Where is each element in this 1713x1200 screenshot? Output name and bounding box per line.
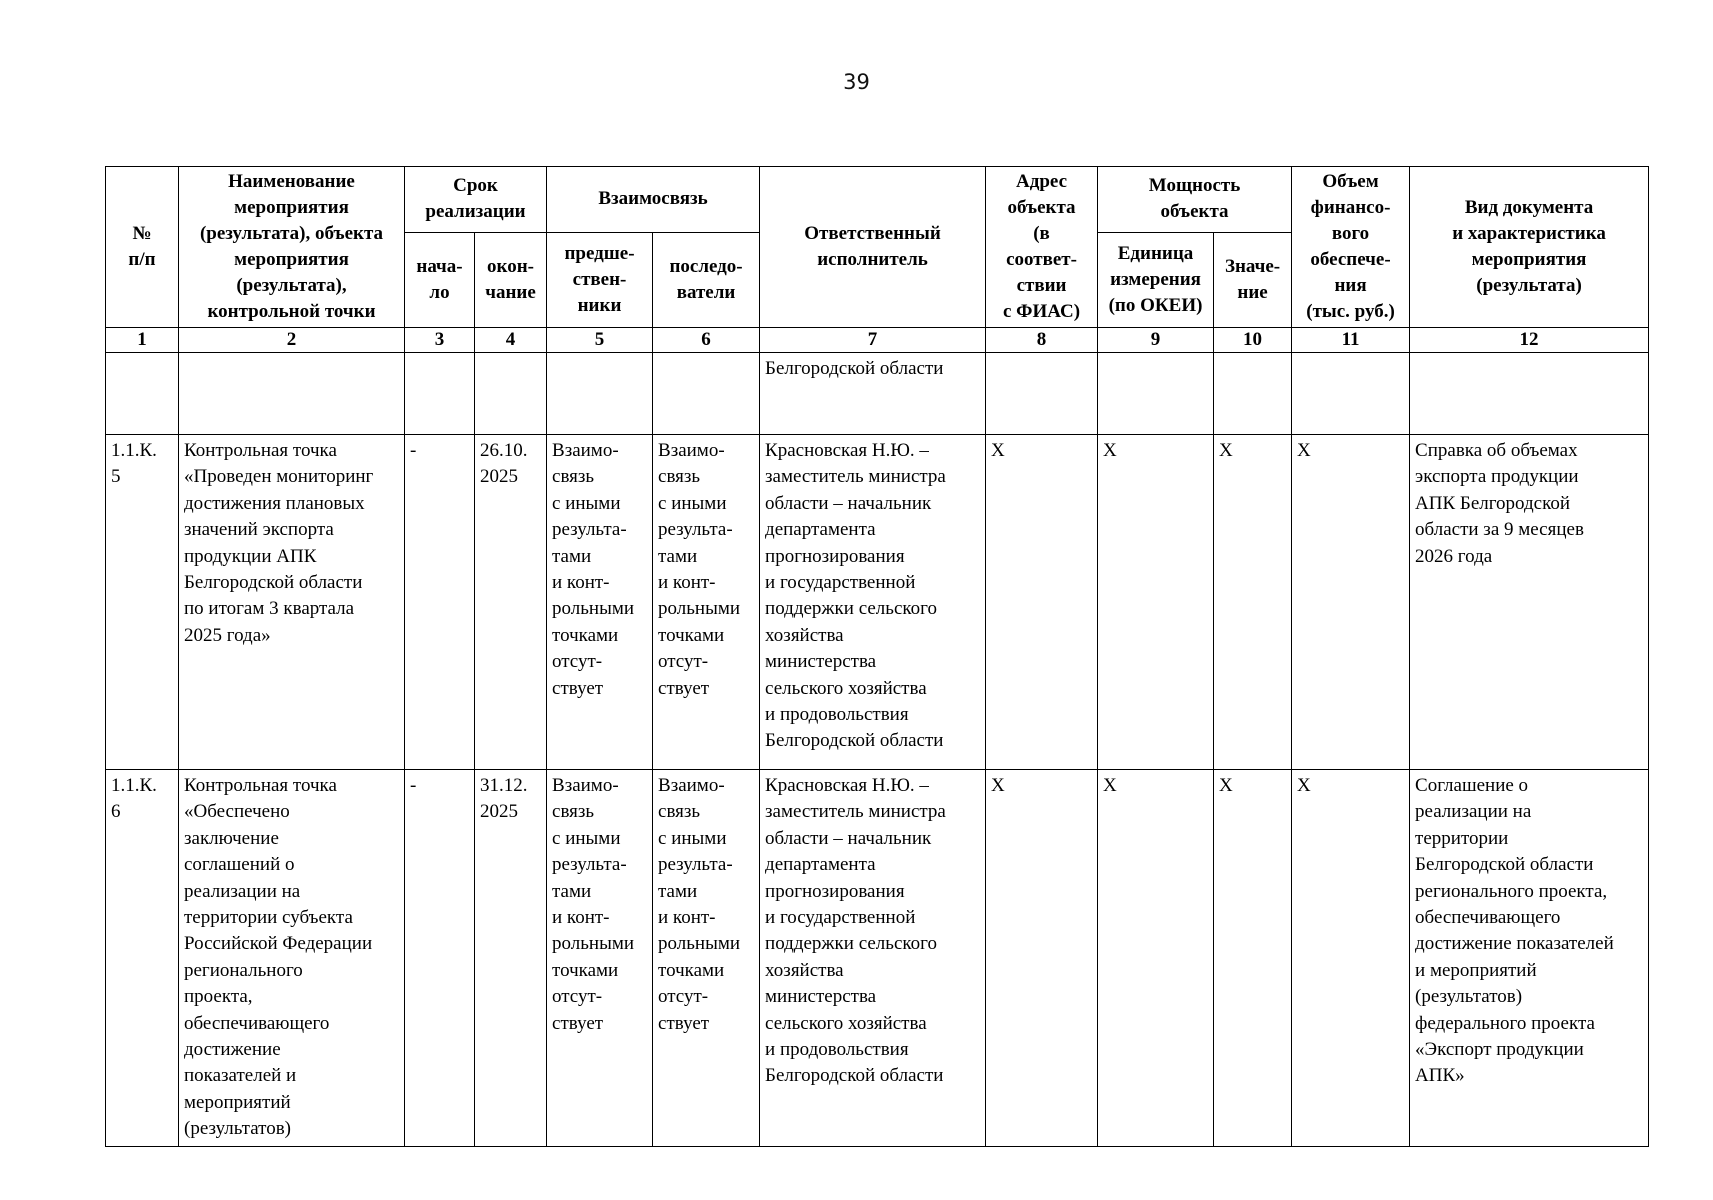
cell-unit: Х: [1098, 435, 1214, 770]
cell-predecessors: Взаимо- связь с иными результа- тами и конт- рольными точками отсут- ствует: [547, 770, 653, 1147]
cell-successors: Взаимо- связь с иными результа- тами и конт- рольными точками отсут- ствует: [653, 770, 760, 1147]
cell-document: [1410, 353, 1649, 435]
cell-name: [179, 353, 405, 435]
header-period: Срок реализации: [405, 167, 547, 233]
cell-name: Контрольная точка «Проведен мониторинг достижения плановых значений экспорта продукции АПК Белгородской области по итогам 3 квартала 2025 года»: [179, 435, 405, 770]
cell-predecessors: [547, 353, 653, 435]
cell-address: Х: [986, 435, 1098, 770]
header-successors: последо- ватели: [653, 232, 760, 327]
cell-unit: [1098, 353, 1214, 435]
column-number: 2: [179, 328, 405, 353]
table-row: [106, 353, 1649, 435]
column-number: 3: [405, 328, 475, 353]
cell-document: Справка об объемах экспорта продукции АПК Белгородской области за 9 месяцев 2026 года: [1410, 435, 1649, 770]
header-row-1: [106, 167, 1649, 233]
cell-unit: Х: [1098, 770, 1214, 1147]
header-document: Вид документа и характеристика мероприятия (результата): [1410, 167, 1649, 328]
cell-end: 31.12. 2025: [475, 770, 547, 1147]
cell-financing: Х: [1292, 435, 1410, 770]
header-start: нача- ло: [405, 232, 475, 327]
header-financing: Объем финансо- вого обеспече- ния (тыс. руб.): [1292, 167, 1410, 328]
cell-predecessors: Взаимо- связь с иными результа- тами и конт- рольными точками отсут- ствует: [547, 435, 653, 770]
cell-value: Х: [1214, 435, 1292, 770]
header-no: № п/п: [106, 167, 179, 328]
cell-no: 1.1.К. 6: [106, 770, 179, 1147]
column-number: 12: [1410, 328, 1649, 353]
header-name: Наименование мероприятия (результата), объекта мероприятия (результата), контрольной точки: [179, 167, 405, 328]
cell-document: Соглашение о реализации на территории Белгородской области регионального проекта, обеспечивающего достижение показателей и мероприятий (результатов) федерального проекта «Экспорт продукции АПК»: [1410, 770, 1649, 1147]
column-number: 1: [106, 328, 179, 353]
column-number: 7: [760, 328, 986, 353]
column-number: 11: [1292, 328, 1410, 353]
column-number: 8: [986, 328, 1098, 353]
cell-successors: Взаимо- связь с иными результа- тами и конт- рольными точками отсут- ствует: [653, 435, 760, 770]
cell-end: [475, 353, 547, 435]
column-number: 10: [1214, 328, 1292, 353]
column-number: 9: [1098, 328, 1214, 353]
cell-responsible: Красновская Н.Ю. – заместитель министра области – начальник департамента прогнозирования и государственной поддержки сельского хозяйства министерства сельского хозяйства и продовольствия Белгородской области: [760, 770, 986, 1147]
header-responsible: Ответственный исполнитель: [760, 167, 986, 328]
cell-financing: Х: [1292, 770, 1410, 1147]
table-row: [106, 435, 1649, 770]
cell-no: 1.1.К. 5: [106, 435, 179, 770]
cell-name: Контрольная точка «Обеспечено заключение соглашений о реализации на территории субъекта Российской Федерации регионального проекта, обеспечивающего достижение показателей и мероприятий (результатов): [179, 770, 405, 1147]
header-link: Взаимосвязь: [547, 167, 760, 233]
cell-address: Х: [986, 770, 1098, 1147]
header-end: окон- чание: [475, 232, 547, 327]
column-number: 5: [547, 328, 653, 353]
page-number: 39: [843, 70, 870, 94]
cell-start: [405, 353, 475, 435]
header-address: Адрес объекта (в соответ- ствии с ФИАС): [986, 167, 1098, 328]
header-predecessors: предше- ствен- ники: [547, 232, 653, 327]
cell-successors: [653, 353, 760, 435]
cell-responsible: Красновская Н.Ю. – заместитель министра области – начальник департамента прогнозирования и государственной поддержки сельского хозяйства министерства сельского хозяйства и продовольствия Белгородской области: [760, 435, 986, 770]
cell-end: 26.10. 2025: [475, 435, 547, 770]
cell-address: [986, 353, 1098, 435]
cell-start: -: [405, 435, 475, 770]
header-value: Значе- ние: [1214, 232, 1292, 327]
cell-value: [1214, 353, 1292, 435]
cell-responsible: Белгородской области: [760, 353, 986, 435]
column-number-row: [106, 328, 1649, 353]
plan-table: [105, 166, 1649, 1147]
cell-no: [106, 353, 179, 435]
column-number: 4: [475, 328, 547, 353]
header-power: Мощность объекта: [1098, 167, 1292, 233]
table-row: [106, 770, 1649, 1147]
column-number: 6: [653, 328, 760, 353]
cell-financing: [1292, 353, 1410, 435]
cell-value: Х: [1214, 770, 1292, 1147]
header-unit: Единица измерения (по ОКЕИ): [1098, 232, 1214, 327]
cell-start: -: [405, 770, 475, 1147]
